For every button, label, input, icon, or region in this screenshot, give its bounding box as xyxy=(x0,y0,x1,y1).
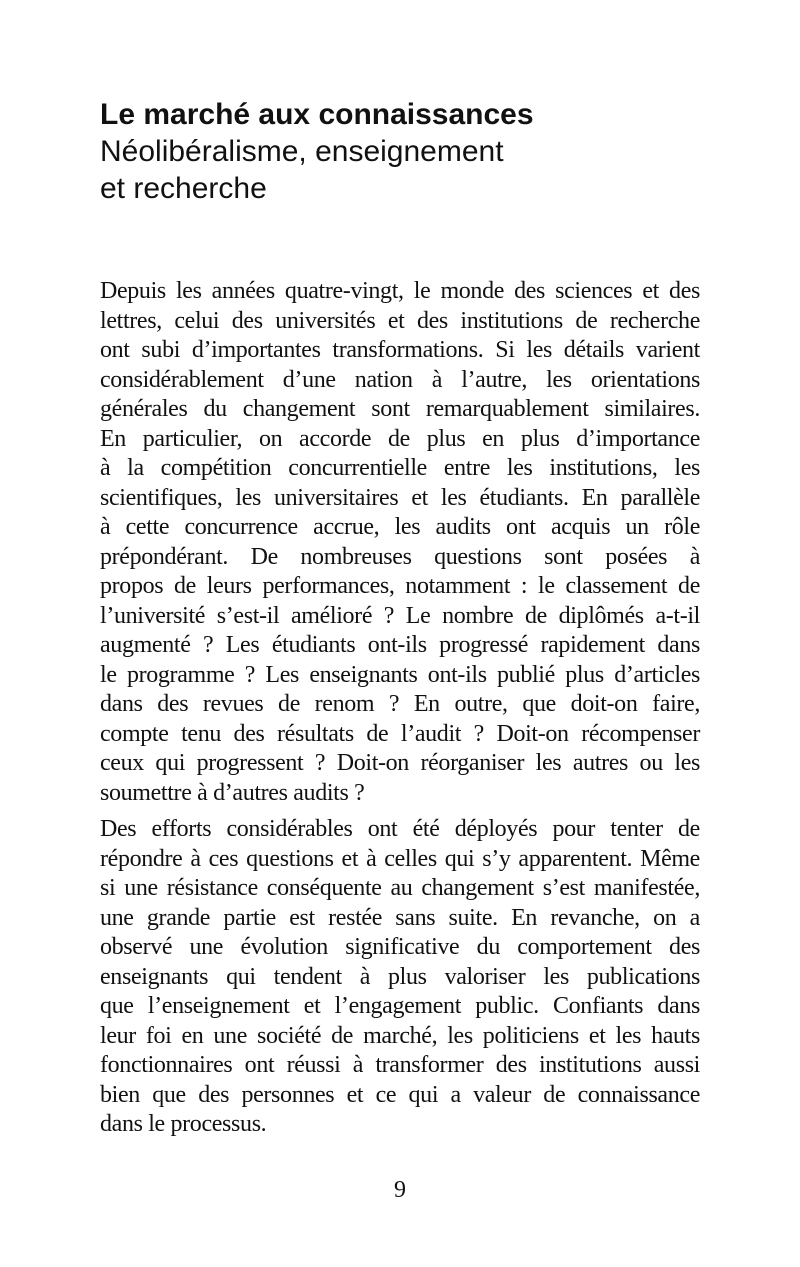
text-line: si une résistance conséquente au changement s’est manifestée, xyxy=(100,875,700,901)
text-line: leur foi en une société de marché, les politiciens et les hauts xyxy=(100,1022,700,1049)
paragraph xyxy=(100,815,700,1140)
text-line: Depuis les années quatre-vingt, le monde des sciences et des xyxy=(100,278,700,304)
text-line: observé une évolution significative du comportement des xyxy=(100,934,700,960)
text-line: compte tenu des résultats de l’audit ? Doit-on récompenser xyxy=(100,720,700,747)
text-line: bien que des personnes et ce qui a valeur de connaissance xyxy=(100,1081,700,1108)
text-line: propos de leurs performances, notamment : le classement de xyxy=(100,573,700,599)
chapter-heading xyxy=(100,96,534,207)
text-line: prépondérant. De nombreuses questions sont posées à xyxy=(100,543,700,570)
text-line: répondre à ces questions et à celles qui s’y apparentent. Même xyxy=(100,845,700,872)
text-line: lettres, celui des universités et des institutions de recherche xyxy=(100,307,700,334)
text-line: enseignants qui tendent à plus valoriser les publications xyxy=(100,963,700,990)
text-line: à la compétition concurrentielle entre les institutions, les xyxy=(100,455,700,481)
paragraph xyxy=(100,277,700,808)
text-line: Des efforts considérables ont été déployés pour tenter de xyxy=(100,816,700,842)
text-line: dans le processus. xyxy=(100,1111,267,1137)
chapter-title: Le marché aux connaissances xyxy=(100,98,534,131)
text-line: générales du changement sont remarquablement similaires. xyxy=(100,396,700,422)
text-line: à cette concurrence accrue, les audits ont acquis un rôle xyxy=(100,514,700,540)
chapter-subtitle-line: et recherche xyxy=(100,172,267,205)
text-line: En particulier, on accorde de plus en plus d’importance xyxy=(100,425,700,452)
text-line: que l’enseignement et l’engagement public. Confiants dans xyxy=(100,993,700,1019)
text-line: l’université s’est-il amélioré ? Le nombre de diplômés a-t-il xyxy=(100,602,700,629)
text-line: ceux qui progressent ? Doit-on réorganiser les autres ou les xyxy=(100,750,700,776)
page-number: 9 xyxy=(394,1177,406,1203)
text-line: dans des revues de renom ? En outre, que doit-on faire, xyxy=(100,691,700,717)
chapter-subtitle-line: Néolibéralisme, enseignement xyxy=(100,135,504,168)
text-line: scientifiques, les universitaires et les étudiants. En parallèle xyxy=(100,484,700,511)
text-line: le programme ? Les enseignants ont-ils publié plus d’articles xyxy=(100,661,700,688)
text-line: soumettre à d’autres audits ? xyxy=(100,779,365,806)
text-line: augmenté ? Les étudiants ont-ils progressé rapidement dans xyxy=(100,632,700,658)
text-line: considérablement d’une nation à l’autre, les orientations xyxy=(100,366,700,393)
text-line: une grande partie est restée sans suite. En revanche, on a xyxy=(100,904,700,931)
body-text xyxy=(100,277,700,1147)
text-line: fonctionnaires ont réussi à transformer des institutions aussi xyxy=(100,1052,700,1078)
text-line: ont subi d’importantes transformations. Si les détails varient xyxy=(100,337,700,363)
